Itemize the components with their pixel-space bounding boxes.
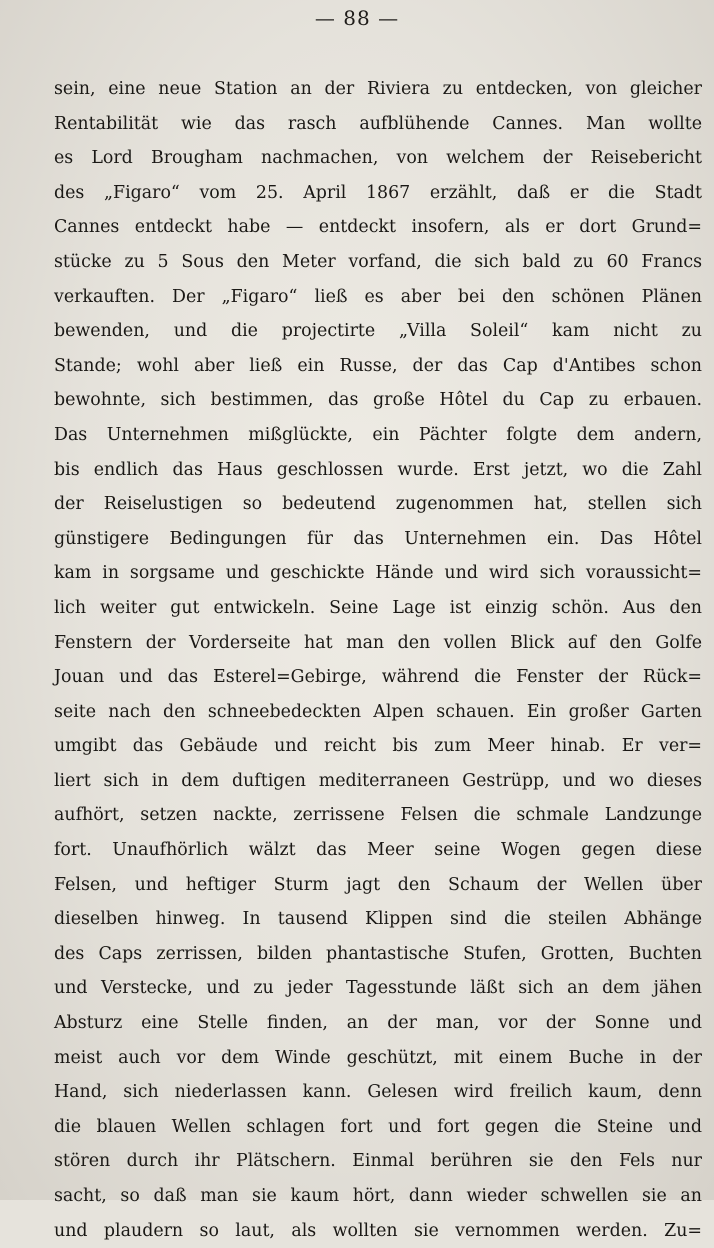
text-line: bis endlich das Haus geschlossen wurde. Erst jetzt, wo die Zahl xyxy=(54,459,702,480)
text-line: umgibt das Gebäude und reicht bis zum Meer hinab. Er ver= xyxy=(54,736,702,757)
text-line: sacht, so daß man sie kaum hört, dann wieder schwellen sie an xyxy=(54,1186,702,1206)
text-line: Absturz eine Stelle finden, an der man, vor der Sonne und xyxy=(54,1013,702,1034)
text-line: meist auch vor dem Winde geschützt, mit einem Buche in der xyxy=(54,1047,702,1068)
text-line: lich weiter gut entwickeln. Seine Lage ist einzig schön. Aus den xyxy=(54,597,702,618)
text-line: sein, eine neue Station an der Riviera zu entdecken, von gleicher xyxy=(54,79,702,99)
text-line: kam in sorgsame und geschickte Hände und wird sich voraussicht= xyxy=(54,563,702,584)
text-line: Hand, sich niederlassen kann. Gelesen wird freilich kaum, denn xyxy=(54,1082,702,1103)
text-line: bewenden, und die projectirte „Villa Soleil“ kam nicht zu xyxy=(54,321,702,342)
text-line: liert sich in dem duftigen mediterraneen Gestrüpp, und wo dieses xyxy=(54,770,702,791)
text-line: des „Figaro“ vom 25. April 1867 erzählt, daß er die Stadt xyxy=(54,182,702,203)
text-line: und plaudern so laut, als wollten sie vernommen werden. Zu= xyxy=(54,1220,702,1241)
text-line: des Caps zerrissen, bilden phantastische Stufen, Grotten, Buchten xyxy=(54,943,702,964)
text-line: die blauen Wellen schlagen fort und fort gegen die Steine und xyxy=(54,1116,702,1137)
text-line: stören durch ihr Plätschern. Einmal berühren sie den Fels nur xyxy=(54,1151,702,1172)
text-line: günstigere Bedingungen für das Unternehmen ein. Das Hôtel xyxy=(54,528,702,549)
text-line: und Verstecke, und zu jeder Tagesstunde läßt sich an dem jähen xyxy=(54,978,702,999)
text-line: Stande; wohl aber ließ ein Russe, der das Cap d'Antibes schon xyxy=(54,355,702,376)
text-line: fort. Unaufhörlich wälzt das Meer seine Wogen gegen diese xyxy=(54,840,702,861)
text-line: Cannes entdeckt habe — entdeckt insofern, als er dort Grund= xyxy=(54,217,702,238)
text-line: Fenstern der Vorderseite hat man den vollen Blick auf den Golfe xyxy=(54,632,702,653)
text-line: Rentabilität wie das rasch aufblühende Cannes. Man wollte xyxy=(54,113,702,134)
text-line: dieselben hinweg. In tausend Klippen sind die steilen Abhänge xyxy=(54,909,702,930)
text-line: der Reiselustigen so bedeutend zugenommen hat, stellen sich xyxy=(54,494,702,515)
text-line: stücke zu 5 Sous den Meter vorfand, die sich bald zu 60 Francs xyxy=(54,251,702,272)
text-line: Felsen, und heftiger Sturm jagt den Schaum der Wellen über xyxy=(54,874,702,895)
text-line: es Lord Brougham nachmachen, von welchem der Reisebericht xyxy=(54,148,702,169)
text-line: Das Unternehmen mißglückte, ein Pächter folgte dem andern, xyxy=(54,424,702,445)
text-line: seite nach den schneebedeckten Alpen schauen. Ein großer Garten xyxy=(54,701,702,722)
body-text xyxy=(54,72,702,1248)
text-line: Jouan und das Esterel=Gebirge, während die Fenster der Rück= xyxy=(54,667,702,688)
text-line: verkauften. Der „Figaro“ ließ es aber bei den schönen Plänen xyxy=(54,286,702,307)
page-number: — 88 — xyxy=(314,6,400,30)
text-line: aufhört, setzen nackte, zerrissene Felsen die schmale Landzunge xyxy=(54,805,702,826)
text-line: bewohnte, sich bestimmen, das große Hôtel du Cap zu erbauen. xyxy=(54,390,702,411)
